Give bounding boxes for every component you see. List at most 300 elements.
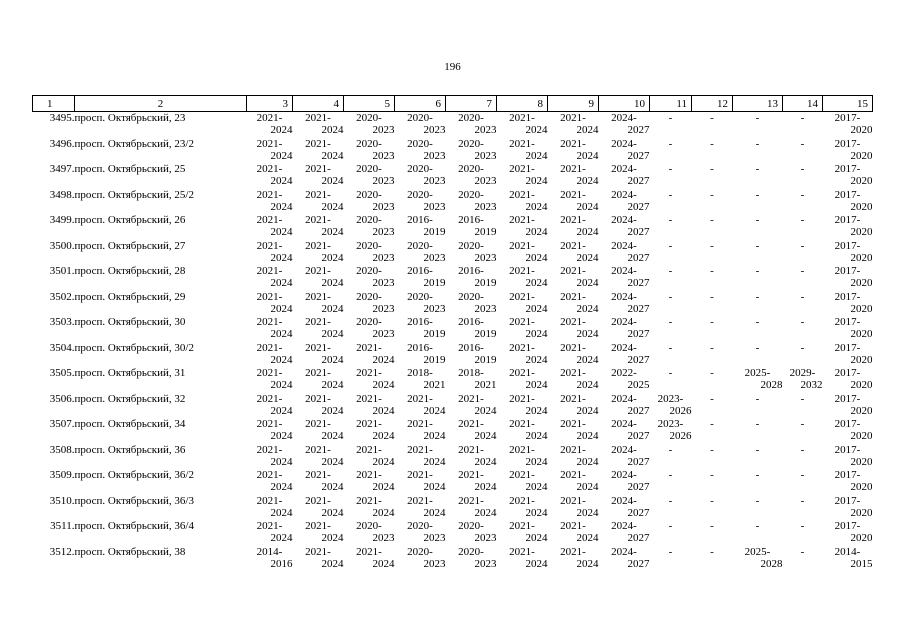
year-range: 2017- 2020 <box>834 290 873 315</box>
year-cell-col-13 <box>733 112 783 138</box>
year-range: - <box>668 137 673 150</box>
year-range: - <box>710 494 714 507</box>
year-range: 2021- 2024 <box>560 214 599 238</box>
year-cell-col-12 <box>692 495 733 521</box>
year-range: 2020- 2023 <box>458 137 497 162</box>
year-range: 2021- 2024 <box>509 265 548 289</box>
year-range: 2016- 2019 <box>407 265 446 289</box>
year-range: - <box>800 239 805 252</box>
year-range: - <box>755 137 760 150</box>
year-cell-col-7 <box>446 418 497 444</box>
table-row <box>33 469 873 495</box>
year-cell-col-5 <box>344 418 395 444</box>
year-range: - <box>710 163 714 175</box>
year-cell-col-6 <box>395 112 446 138</box>
year-cell-col-13 <box>733 546 783 572</box>
year-cell-col-12 <box>692 469 733 495</box>
year-cell-col-12 <box>692 112 733 138</box>
year-cell-col-11 <box>650 495 692 521</box>
year-cell-col-6 <box>395 163 446 189</box>
year-cell-col-9 <box>548 367 599 393</box>
year-range: - <box>668 443 673 456</box>
year-cell-col-14 <box>783 495 823 521</box>
row-address: просп. Октябрьский, 25 <box>74 163 186 175</box>
year-range: 2021- 2024 <box>560 341 599 366</box>
year-range: - <box>668 545 673 558</box>
year-range: - <box>668 265 673 277</box>
year-range: - <box>668 214 673 226</box>
year-cell-col-5 <box>344 546 395 572</box>
table-row <box>33 214 873 240</box>
year-cell-col-9 <box>548 495 599 521</box>
year-cell-col-4 <box>293 214 344 240</box>
year-cell-col-7 <box>446 138 497 164</box>
table-row <box>33 342 873 368</box>
year-cell-col-9 <box>548 265 599 291</box>
year-cell-col-9 <box>548 112 599 138</box>
year-cell-col-15 <box>823 520 873 546</box>
year-cell-col-15 <box>823 163 873 189</box>
year-cell-col-7 <box>446 291 497 317</box>
year-cell-col-10 <box>599 240 650 266</box>
year-range: - <box>755 469 760 481</box>
year-range: 2024- 2027 <box>611 316 650 340</box>
year-cell-col-14 <box>783 367 823 393</box>
year-range: 2021- 2024 <box>509 112 548 136</box>
year-cell-col-3 <box>247 214 293 240</box>
year-range: 2024- 2027 <box>611 163 650 187</box>
year-cell-col-14 <box>783 163 823 189</box>
year-range: - <box>800 290 805 303</box>
year-cell-col-7 <box>446 367 497 393</box>
year-cell-col-3 <box>247 469 293 495</box>
year-cell-col-15 <box>823 265 873 291</box>
year-range: - <box>668 341 673 354</box>
year-range: 2018- 2021 <box>458 367 497 391</box>
year-cell-col-12 <box>692 291 733 317</box>
year-cell-col-10 <box>599 189 650 215</box>
year-range: 2020- 2023 <box>458 520 497 544</box>
row-number: 3495. <box>49 112 75 124</box>
year-range: 2021- 2024 <box>407 494 446 519</box>
column-header-9: 9 <box>548 96 599 112</box>
column-header-11: 11 <box>650 96 692 112</box>
year-range: 2021- 2024 <box>509 188 548 213</box>
year-range: - <box>755 214 760 226</box>
year-cell-col-10 <box>599 418 650 444</box>
year-range: 2021- 2024 <box>458 443 497 468</box>
year-cell-col-13 <box>733 163 783 189</box>
year-range: - <box>800 545 805 558</box>
year-range: - <box>800 341 805 354</box>
column-header-7: 7 <box>446 96 497 112</box>
year-range: 2024- 2027 <box>611 443 650 468</box>
year-range: - <box>710 265 714 277</box>
year-cell-col-8 <box>497 163 548 189</box>
year-cell-col-3 <box>247 138 293 164</box>
table-row <box>33 316 873 342</box>
year-cell-col-6 <box>395 342 446 368</box>
year-cell-col-12 <box>692 189 733 215</box>
year-range: 2021- 2024 <box>509 341 548 366</box>
year-cell-col-10 <box>599 546 650 572</box>
year-range: 2021- 2024 <box>560 188 599 213</box>
year-cell-col-3 <box>247 393 293 419</box>
year-range: 2021- 2024 <box>256 392 293 417</box>
year-range: 2020- 2023 <box>356 520 395 544</box>
year-cell-col-11 <box>650 418 692 444</box>
row-address: просп. Октябрьский, 36/4 <box>74 520 194 532</box>
year-cell-col-8 <box>497 495 548 521</box>
year-range: - <box>710 316 714 328</box>
year-cell-col-12 <box>692 546 733 572</box>
year-cell-col-10 <box>599 112 650 138</box>
year-cell-col-10 <box>599 138 650 164</box>
year-cell-col-7 <box>446 163 497 189</box>
year-cell-col-9 <box>548 291 599 317</box>
year-cell-col-8 <box>497 367 548 393</box>
year-range: 2021- 2024 <box>509 316 548 340</box>
year-cell-col-11 <box>650 316 692 342</box>
year-range: 2020- 2023 <box>458 290 497 315</box>
year-cell-col-10 <box>599 214 650 240</box>
year-range: 2021- 2024 <box>509 520 548 544</box>
year-range: 2021- 2024 <box>256 469 293 493</box>
year-cell-col-6 <box>395 214 446 240</box>
row-number: 3502. <box>49 290 75 303</box>
year-cell-col-3 <box>247 189 293 215</box>
year-cell-col-10 <box>599 520 650 546</box>
year-range: 2021- 2024 <box>407 443 446 468</box>
year-range: 2021- 2024 <box>256 214 293 238</box>
year-range: - <box>800 214 805 226</box>
year-cell-col-5 <box>344 393 395 419</box>
year-cell-col-10 <box>599 469 650 495</box>
year-range: 2016- 2019 <box>458 214 497 238</box>
year-cell-col-7 <box>446 265 497 291</box>
year-cell-col-4 <box>293 163 344 189</box>
year-cell-col-10 <box>599 367 650 393</box>
year-range: - <box>710 443 714 456</box>
year-range: 2021- 2024 <box>509 163 548 187</box>
year-cell-col-11 <box>650 189 692 215</box>
table-header-row <box>33 96 873 112</box>
year-cell-col-12 <box>692 342 733 368</box>
row-number: 3512. <box>49 545 75 558</box>
year-cell-col-11 <box>650 393 692 419</box>
table-row <box>33 520 873 546</box>
year-cell-col-6 <box>395 367 446 393</box>
year-cell-col-12 <box>692 240 733 266</box>
year-range: - <box>710 188 714 201</box>
row-number: 3507. <box>49 418 75 430</box>
row-number: 3498. <box>49 188 75 201</box>
year-cell-col-11 <box>650 265 692 291</box>
table-row <box>33 291 873 317</box>
year-range: 2016- 2019 <box>407 316 446 340</box>
year-range: 2020- 2023 <box>356 137 395 162</box>
row-address: просп. Октябрьский, 36/3 <box>74 494 194 507</box>
year-cell-col-3 <box>247 112 293 138</box>
year-cell-col-15 <box>823 291 873 317</box>
year-range: 2025- 2028 <box>744 367 783 391</box>
year-cell-col-13 <box>733 240 783 266</box>
row-number: 3503. <box>49 316 75 328</box>
year-range: 2024- 2027 <box>611 341 650 366</box>
year-cell-col-6 <box>395 291 446 317</box>
year-cell-col-15 <box>823 112 873 138</box>
year-range: - <box>755 290 760 303</box>
schedule-table <box>32 95 873 571</box>
column-header-12: 12 <box>692 96 733 112</box>
year-range: - <box>710 214 714 226</box>
year-range: - <box>710 520 714 532</box>
year-cell-col-5 <box>344 444 395 470</box>
year-cell-col-13 <box>733 367 783 393</box>
year-range: - <box>710 418 714 430</box>
year-range: - <box>668 188 673 201</box>
column-header-3: 3 <box>247 96 293 112</box>
year-range: 2024- 2027 <box>611 290 650 315</box>
year-cell-col-5 <box>344 469 395 495</box>
year-cell-col-8 <box>497 316 548 342</box>
row-number: 3500. <box>49 239 75 252</box>
year-cell-col-14 <box>783 138 823 164</box>
year-cell-col-6 <box>395 316 446 342</box>
year-range: 2021- 2024 <box>509 545 548 570</box>
year-cell-col-12 <box>692 163 733 189</box>
year-range: 2024- 2027 <box>611 494 650 519</box>
year-range: 2021- 2024 <box>458 418 497 442</box>
year-range: 2021- 2024 <box>256 418 293 442</box>
year-cell-col-9 <box>548 138 599 164</box>
year-range: 2021- 2024 <box>560 316 599 340</box>
table-row <box>33 393 873 419</box>
year-range: 2020- 2023 <box>356 316 395 340</box>
year-cell-col-4 <box>293 240 344 266</box>
year-cell-col-15 <box>823 240 873 266</box>
year-range: 2024- 2027 <box>611 418 650 442</box>
row-address: просп. Октябрьский, 38 <box>74 545 186 558</box>
year-range: - <box>755 239 760 252</box>
year-range: 2024- 2027 <box>611 392 650 417</box>
year-cell-col-15 <box>823 495 873 521</box>
year-range: 2016- 2019 <box>458 316 497 340</box>
year-cell-col-6 <box>395 240 446 266</box>
row-address: просп. Октябрьский, 23 <box>74 112 186 124</box>
year-range: 2023- 2026 <box>657 392 692 417</box>
year-range: 2021- 2024 <box>256 239 293 264</box>
year-cell-col-12 <box>692 367 733 393</box>
year-range: - <box>668 494 673 507</box>
year-range: 2017- 2020 <box>834 367 873 391</box>
year-range: 2021- 2024 <box>305 163 344 187</box>
year-range: 2017- 2020 <box>834 316 873 340</box>
year-cell-col-6 <box>395 520 446 546</box>
row-address: просп. Октябрьский, 29 <box>74 290 186 303</box>
year-range: 2021- 2024 <box>407 418 446 442</box>
year-range: 2021- 2024 <box>256 367 293 391</box>
year-cell-col-9 <box>548 520 599 546</box>
row-address: просп. Октябрьский, 34 <box>74 418 186 430</box>
row-address: просп. Октябрьский, 26 <box>74 214 186 226</box>
year-cell-col-9 <box>548 444 599 470</box>
row-number: 3501. <box>49 265 75 277</box>
year-cell-col-4 <box>293 520 344 546</box>
year-range: 2016- 2019 <box>458 265 497 289</box>
year-range: 2020- 2023 <box>407 163 446 187</box>
year-cell-col-8 <box>497 520 548 546</box>
year-cell-col-9 <box>548 240 599 266</box>
year-cell-col-4 <box>293 112 344 138</box>
year-range: 2017- 2020 <box>834 341 873 366</box>
year-range: 2021- 2024 <box>256 265 293 289</box>
year-cell-col-15 <box>823 367 873 393</box>
year-range: - <box>710 137 714 150</box>
year-range: - <box>800 137 805 150</box>
year-cell-col-8 <box>497 342 548 368</box>
year-range: 2021- 2024 <box>560 392 599 417</box>
year-range: 2017- 2020 <box>834 392 873 417</box>
column-header-15: 15 <box>823 96 873 112</box>
year-range: 2021- 2024 <box>356 469 395 493</box>
row-number: 3505. <box>49 367 75 379</box>
year-range: 2021- 2024 <box>256 316 293 340</box>
year-cell-col-8 <box>497 291 548 317</box>
year-cell-col-14 <box>783 418 823 444</box>
year-cell-col-7 <box>446 342 497 368</box>
year-cell-col-11 <box>650 163 692 189</box>
year-range: - <box>755 392 760 405</box>
year-range: 2021- 2024 <box>256 443 293 468</box>
year-cell-col-13 <box>733 495 783 521</box>
year-range: 2021- 2024 <box>458 392 497 417</box>
year-cell-col-12 <box>692 444 733 470</box>
year-cell-col-14 <box>783 546 823 572</box>
year-range: - <box>800 316 805 328</box>
year-cell-col-15 <box>823 546 873 572</box>
year-range: 2024- 2027 <box>611 469 650 493</box>
year-range: 2024- 2027 <box>611 214 650 238</box>
year-range: 2020- 2023 <box>356 239 395 264</box>
year-range: 2021- 2024 <box>305 290 344 315</box>
year-range: 2021- 2024 <box>407 469 446 493</box>
column-header-6: 6 <box>395 96 446 112</box>
year-range: - <box>800 188 805 201</box>
column-header-4: 4 <box>293 96 344 112</box>
year-cell-col-3 <box>247 367 293 393</box>
year-cell-col-5 <box>344 138 395 164</box>
year-range: 2020- 2023 <box>407 290 446 315</box>
year-range: 2021- 2024 <box>305 265 344 289</box>
year-cell-col-11 <box>650 367 692 393</box>
year-cell-col-13 <box>733 265 783 291</box>
year-range: 2020- 2023 <box>356 112 395 136</box>
year-cell-col-15 <box>823 189 873 215</box>
year-cell-col-4 <box>293 265 344 291</box>
year-cell-col-6 <box>395 444 446 470</box>
year-range: 2017- 2020 <box>834 418 873 442</box>
year-range: 2021- 2024 <box>509 392 548 417</box>
year-cell-col-13 <box>733 342 783 368</box>
year-cell-col-6 <box>395 138 446 164</box>
year-range: - <box>710 290 714 303</box>
year-cell-col-9 <box>548 418 599 444</box>
year-cell-col-3 <box>247 316 293 342</box>
year-cell-col-10 <box>599 163 650 189</box>
year-cell-col-7 <box>446 189 497 215</box>
year-range: 2021- 2024 <box>305 214 344 238</box>
year-range: - <box>710 239 714 252</box>
year-range: 2021- 2024 <box>256 520 293 544</box>
row-address: просп. Октябрьский, 23/2 <box>74 137 194 150</box>
year-range: 2020- 2023 <box>407 137 446 162</box>
column-header-13: 13 <box>733 96 783 112</box>
year-cell-col-13 <box>733 291 783 317</box>
year-cell-col-5 <box>344 520 395 546</box>
year-range: 2017- 2020 <box>834 443 873 468</box>
year-cell-col-7 <box>446 240 497 266</box>
year-range: 2021- 2024 <box>305 137 344 162</box>
year-range: - <box>755 341 760 354</box>
year-cell-col-8 <box>497 393 548 419</box>
table-row <box>33 367 873 393</box>
year-range: 2020- 2023 <box>458 239 497 264</box>
year-range: 2021- 2024 <box>305 316 344 340</box>
year-range: - <box>668 469 673 481</box>
year-cell-col-15 <box>823 418 873 444</box>
year-range: 2021- 2024 <box>305 418 344 442</box>
year-cell-col-14 <box>783 291 823 317</box>
table-row <box>33 495 873 521</box>
year-cell-col-13 <box>733 393 783 419</box>
year-range: 2021- 2024 <box>305 112 344 136</box>
year-cell-col-6 <box>395 546 446 572</box>
year-range: - <box>668 239 673 252</box>
year-range: 2021- 2024 <box>356 545 395 570</box>
year-cell-col-7 <box>446 393 497 419</box>
year-cell-col-13 <box>733 520 783 546</box>
year-range: - <box>800 163 805 175</box>
year-range: - <box>668 163 673 175</box>
year-cell-col-3 <box>247 163 293 189</box>
year-range: 2017- 2020 <box>834 265 873 289</box>
year-cell-col-9 <box>548 342 599 368</box>
year-range: 2021- 2024 <box>560 137 599 162</box>
year-cell-col-6 <box>395 393 446 419</box>
year-cell-col-13 <box>733 138 783 164</box>
year-range: - <box>668 520 673 532</box>
year-cell-col-6 <box>395 265 446 291</box>
year-range: 2021- 2024 <box>305 443 344 468</box>
year-range: 2021- 2024 <box>560 163 599 187</box>
year-cell-col-4 <box>293 444 344 470</box>
year-cell-col-15 <box>823 138 873 164</box>
year-cell-col-7 <box>446 546 497 572</box>
year-cell-col-15 <box>823 214 873 240</box>
year-cell-col-4 <box>293 546 344 572</box>
year-cell-col-8 <box>497 444 548 470</box>
year-range: 2021- 2024 <box>356 367 395 391</box>
year-range: - <box>755 418 760 430</box>
year-range: 2020- 2023 <box>458 545 497 570</box>
year-cell-col-15 <box>823 316 873 342</box>
year-cell-col-8 <box>497 265 548 291</box>
year-cell-col-9 <box>548 316 599 342</box>
year-range: - <box>710 545 714 558</box>
year-range: 2021- 2024 <box>356 418 395 442</box>
year-cell-col-3 <box>247 520 293 546</box>
